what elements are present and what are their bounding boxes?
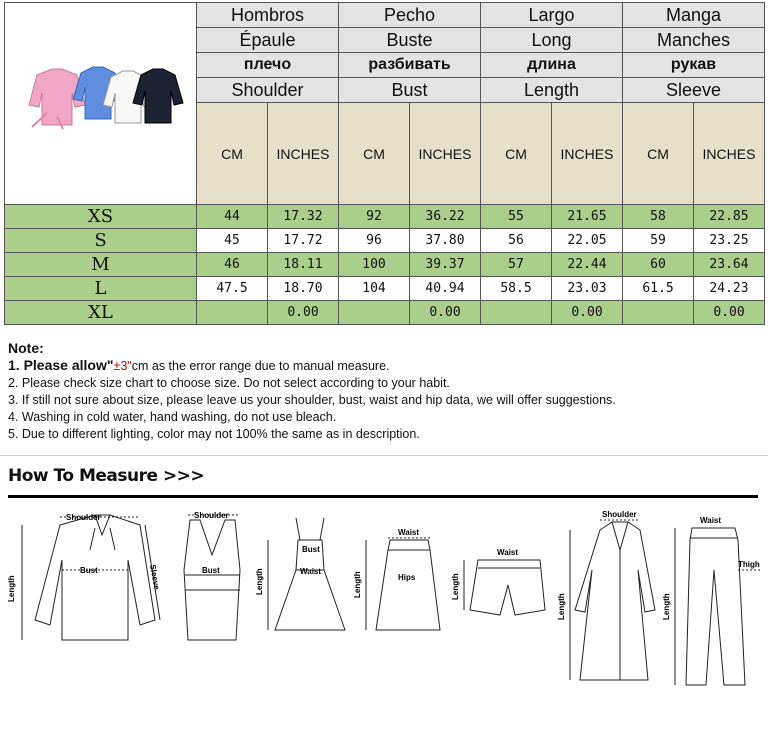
note-range: ±3": [113, 359, 132, 373]
section-divider: [0, 455, 768, 456]
value-cell: 0.00: [694, 301, 765, 325]
value-cell: 17.32: [268, 205, 339, 229]
header-row-es: [5, 3, 765, 28]
value-cell: 58.5: [481, 277, 552, 301]
value-cell: 55: [481, 205, 552, 229]
value-cell: 18.70: [268, 277, 339, 301]
label-length-5: Length: [451, 573, 460, 600]
notes-title: Note:: [8, 340, 44, 356]
unit-cell: CM: [481, 103, 552, 205]
value-cell: 0.00: [410, 301, 481, 325]
header-sleeve-fr: Manches: [623, 28, 765, 53]
blouse-figure: [22, 515, 160, 640]
value-cell: 46: [197, 253, 268, 277]
value-cell: 100: [339, 253, 410, 277]
product-image: [5, 3, 197, 205]
header-bust-es: Pecho: [339, 3, 481, 28]
label-sleeve-1: Sleeve: [148, 563, 162, 591]
value-cell: 22.85: [694, 205, 765, 229]
value-cell: 45: [197, 229, 268, 253]
table-row-xs: [5, 205, 765, 229]
label-shoulder-1: Shoulder: [66, 513, 101, 522]
label-shoulder-6: Shoulder: [602, 510, 637, 519]
label-bust-2: Bust: [202, 566, 220, 575]
value-cell: 37.80: [410, 229, 481, 253]
unit-cell: CM: [339, 103, 410, 205]
header-length-fr: Long: [481, 28, 623, 53]
header-sleeve-es: Manga: [623, 3, 765, 28]
header-shoulder-ru: плечо: [197, 53, 339, 78]
header-bust-fr: Buste: [339, 28, 481, 53]
label-length-7: Length: [662, 593, 671, 620]
label-thigh-7: Thigh: [738, 560, 760, 569]
header-shoulder-es: Hombros: [197, 3, 339, 28]
label-shoulder-2: Shoulder: [194, 511, 229, 520]
value-cell: 39.37: [410, 253, 481, 277]
value-cell: 23.25: [694, 229, 765, 253]
label-length-1: Length: [7, 575, 16, 602]
size-chart-table: [4, 2, 765, 325]
value-cell: 59: [623, 229, 694, 253]
unit-cell: CM: [197, 103, 268, 205]
value-cell: 61.5: [623, 277, 694, 301]
value-cell: 0.00: [552, 301, 623, 325]
table-row-l: [5, 277, 765, 301]
value-cell: 92: [339, 205, 410, 229]
unit-cell: INCHES: [552, 103, 623, 205]
label-waist-7: Waist: [700, 516, 722, 525]
value-cell: 22.05: [552, 229, 623, 253]
note-suffix: cm as the error range due to manual measure.: [131, 359, 390, 373]
table-row-m: [5, 253, 765, 277]
header-length-es: Largo: [481, 3, 623, 28]
note-line-1: [8, 357, 763, 375]
unit-cell: INCHES: [694, 103, 765, 205]
unit-cell: INCHES: [268, 103, 339, 205]
note-line-5: 5. Due to different lighting, color may not 100% the same as in description.: [8, 427, 420, 441]
label-bust-1: Bust: [80, 566, 98, 575]
size-label: XS: [5, 205, 197, 229]
unit-cell: CM: [623, 103, 694, 205]
label-waist-4: Waist: [398, 528, 420, 537]
value-cell: 18.11: [268, 253, 339, 277]
value-cell: 60: [623, 253, 694, 277]
value-cell: 0.00: [268, 301, 339, 325]
measurement-figures: [0, 510, 768, 730]
value-cell: 58: [623, 205, 694, 229]
notes-section: [8, 340, 763, 443]
label-length-3: Length: [255, 568, 264, 595]
note-allow: 1. Please allow": [8, 357, 114, 373]
value-cell: 96: [339, 229, 410, 253]
size-label: XL: [5, 301, 197, 325]
header-sleeve-ru: рукав: [623, 53, 765, 78]
value-cell: [339, 301, 410, 325]
value-cell: 22.44: [552, 253, 623, 277]
label-bust-3: Bust: [302, 545, 320, 554]
value-cell: [197, 301, 268, 325]
size-label: S: [5, 229, 197, 253]
camisole-figure: [184, 515, 240, 640]
size-label: M: [5, 253, 197, 277]
unit-cell: INCHES: [410, 103, 481, 205]
label-length-4: Length: [353, 571, 362, 598]
value-cell: 23.03: [552, 277, 623, 301]
header-bust-ru: разбивать: [339, 53, 481, 78]
note-line-2: 2. Please check size chart to choose size. Do not select according to your habit.: [8, 376, 450, 390]
table-row-xl: [5, 301, 765, 325]
value-cell: 40.94: [410, 277, 481, 301]
value-cell: 47.5: [197, 277, 268, 301]
value-cell: 24.23: [694, 277, 765, 301]
note-line-4: 4. Washing in cold water, hand washing, do not use bleach.: [8, 410, 337, 424]
value-cell: 17.72: [268, 229, 339, 253]
value-cell: 56: [481, 229, 552, 253]
how-to-measure-header: [8, 466, 758, 486]
header-shoulder-en: Shoulder: [197, 78, 339, 103]
pants-figure: [675, 528, 760, 685]
header-length-en: Length: [481, 78, 623, 103]
coat-figure: [570, 520, 655, 680]
value-cell: 21.65: [552, 205, 623, 229]
header-shoulder-fr: Épaule: [197, 28, 339, 53]
label-waist-5: Waist: [497, 548, 519, 557]
value-cell: 57: [481, 253, 552, 277]
label-waist-3: Waist: [300, 567, 322, 576]
table-row-s: [5, 229, 765, 253]
value-cell: [481, 301, 552, 325]
value-cell: 23.64: [694, 253, 765, 277]
title-rule: [8, 495, 758, 498]
skirt-figure: [366, 538, 440, 630]
value-cell: 44: [197, 205, 268, 229]
header-bust-en: Bust: [339, 78, 481, 103]
label-hips-4: Hips: [398, 573, 416, 582]
shirts-image: [5, 3, 196, 199]
size-label: L: [5, 277, 197, 301]
header-length-ru: длина: [481, 53, 623, 78]
shorts-figure: [464, 560, 545, 615]
value-cell: [623, 301, 694, 325]
value-cell: 104: [339, 277, 410, 301]
header-sleeve-en: Sleeve: [623, 78, 765, 103]
label-length-6: Length: [557, 593, 566, 620]
value-cell: 36.22: [410, 205, 481, 229]
how-to-measure-title: How To Measure >>>: [8, 466, 205, 486]
note-line-3: 3. If still not sure about size, please leave us your shoulder, bust, waist and hip data, we will offer suggestions.: [8, 393, 616, 407]
